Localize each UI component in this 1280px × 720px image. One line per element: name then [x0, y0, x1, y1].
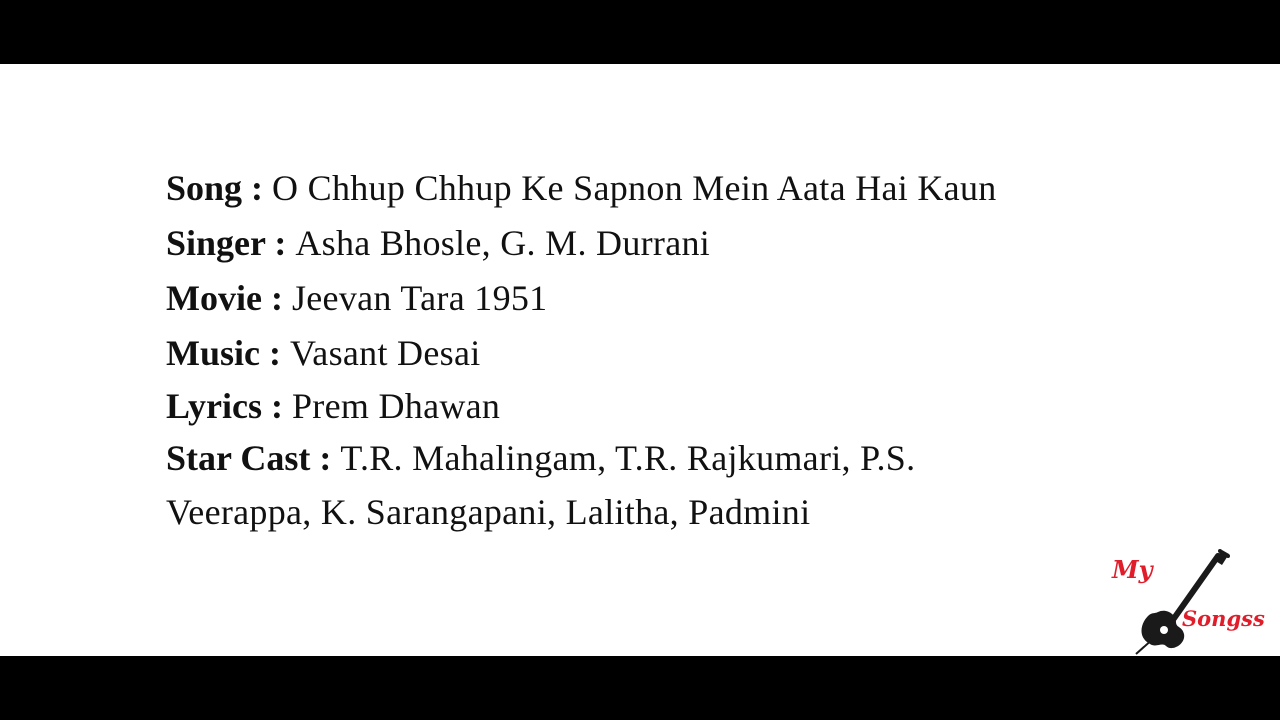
- star-cast-label: Star Cast :: [166, 438, 332, 478]
- singer-label: Singer :: [166, 223, 287, 263]
- movie-line: [166, 271, 1166, 326]
- music-line: [166, 326, 1166, 381]
- lyrics-line: [166, 381, 1166, 431]
- song-value: O Chhup Chhup Ke Sapnon Mein Aata Hai Kaun: [272, 168, 997, 208]
- song-label: Song :: [166, 168, 264, 208]
- music-value: Vasant Desai: [289, 333, 481, 373]
- my-songss-logo: [1110, 546, 1280, 656]
- lyrics-label: Lyrics :: [166, 386, 283, 426]
- singer-line: [166, 216, 1166, 271]
- logo-text-my: My: [1112, 555, 1153, 584]
- music-label: Music :: [166, 333, 281, 373]
- song-credits: [166, 161, 1166, 539]
- star-cast-line: [166, 431, 1066, 539]
- star-cast-value: T.R. Mahalingam, T.R. Rajkumari, P.S. Veerappa, K. Sarangapani, Lalitha, Padmini: [166, 438, 916, 532]
- movie-value: Jeevan Tara 1951: [291, 278, 548, 318]
- song-line: [166, 161, 1166, 216]
- logo-text-songss: Songss: [1182, 606, 1265, 631]
- movie-label: Movie :: [166, 278, 283, 318]
- lyrics-value: Prem Dhawan: [291, 386, 501, 426]
- credits-slide: [0, 64, 1280, 656]
- logo-graphic: [1110, 546, 1280, 656]
- singer-value: Asha Bhosle, G. M. Durrani: [295, 223, 711, 263]
